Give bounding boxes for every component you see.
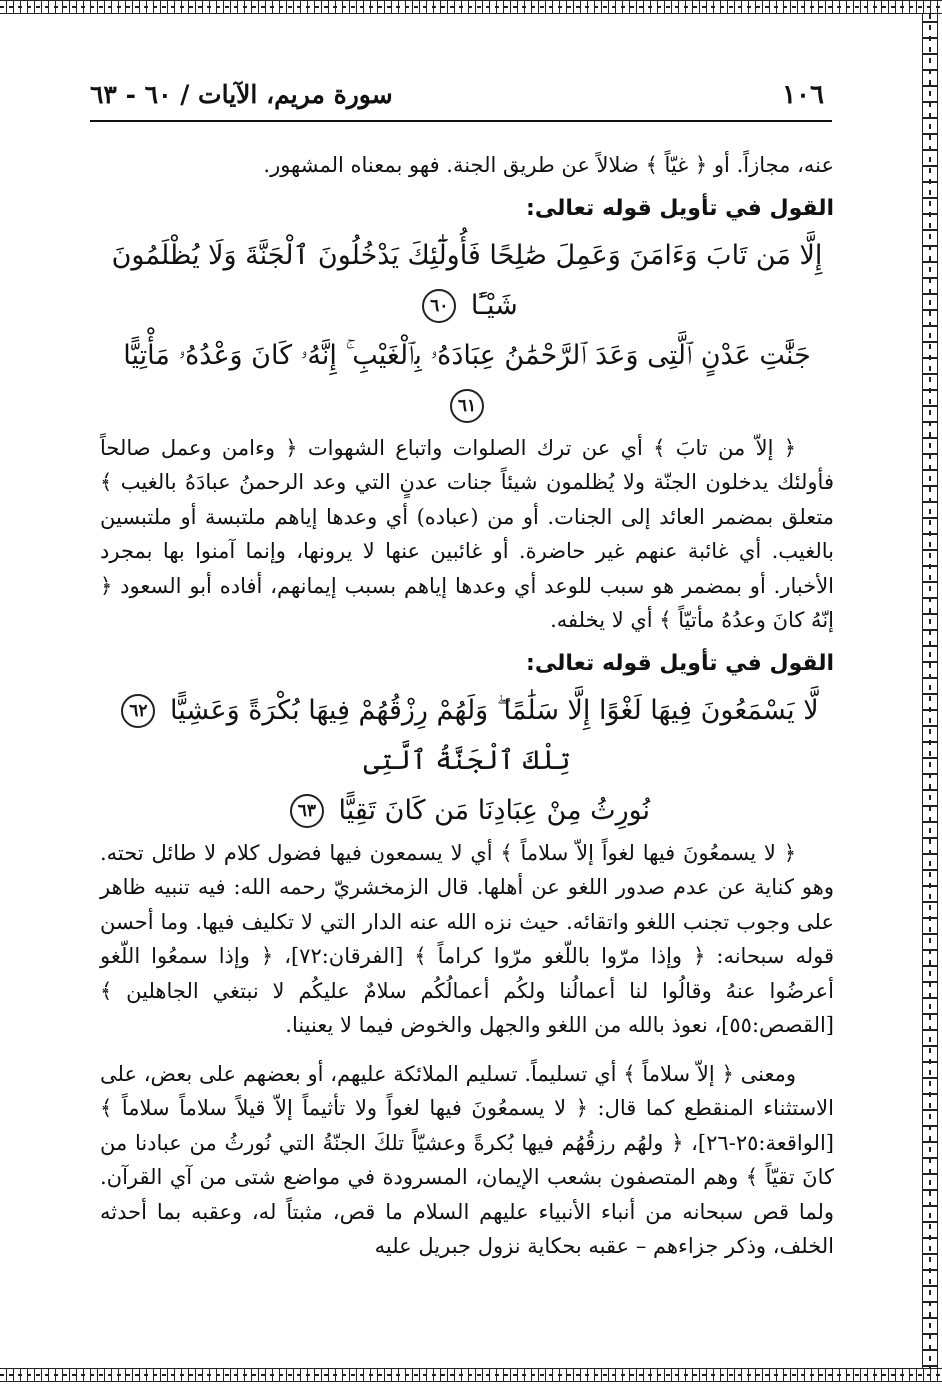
section-heading: القول في تأويل قوله تعالى:	[526, 650, 834, 676]
top-ornamental-border	[0, 0, 942, 14]
verse-text: لَّا يَسْمَعُونَ فِيهَا لَغْوًا إِلَّا سَلَٰمًا ۖ وَلَهُمْ رِزْقُهُمْ فِيهَا بُكْرَةً وَعَشِيًّا	[170, 694, 819, 726]
page-number: ١٠٦	[782, 80, 824, 110]
verse-number: ٦٢	[121, 694, 155, 728]
verse-text: إِلَّا مَن تَابَ وَءَامَنَ وَعَمِلَ صَٰلِحًا فَأُولَٰٓئِكَ يَدْخُلُونَ ٱلْجَنَّةَ وَلَا يُظْلَمُونَ شَيْـًٔا	[111, 239, 823, 321]
section-heading: القول في تأويل قوله تعالى:	[526, 195, 834, 221]
paragraph-continuation: عنه، مجازاً. أو ﴿ غيّاً ﴾ ضلالاً عن طريق الجنة. فهو بمعناه المشهور.	[263, 153, 834, 177]
verse-line	[110, 331, 824, 431]
bottom-ornamental-border	[0, 1368, 942, 1382]
running-title: سورة مريم، الآيات / ٦٠ - ٦٣	[90, 80, 393, 109]
verse-number: ٦٠	[422, 289, 456, 323]
verse-block-62-63	[110, 686, 824, 836]
verse-text: نُورِثُ مِنْ عِبَادِنَا مَن كَانَ تَقِيًّا	[338, 794, 651, 826]
verse-text: تِلْكَ ٱلْجَنَّةُ ٱلَّتِى	[363, 744, 571, 776]
verse-line	[110, 231, 824, 331]
commentary-paragraph: ﴿ لا يسمعُونَ فيها لغواً إلاّ سلاماً ﴾ أي لا يسمعون فيها فضول كلام لا طائل تحته. وهو كناية عن عدم صدور اللغو عن أهلها. قال الزمخشريّ رحمه الله: فيه تنبيه ظاهر على وجوب تجنب اللغو واتقائه. حيث نزه الله عنه الدار التي لا تكليف فيها. وما أحسن قوله سبحانه: ﴿ وإذا مرّوا باللّغو مرّوا كراماً ﴾ [الفرقان:٧٢]، ﴿ وإذا سمعُوا اللّغو أعرضُوا عنهُ وقالُوا لنا أعمالُنا ولكُم أعمالُكُم سلامٌ عليكُم لا نبتغي الجاهلين ﴾ [القصص:٥٥]، نعوذ بالله من اللغو والجهل والخوض فيما لا يعنينا.	[100, 840, 834, 1037]
verse-line	[110, 786, 824, 836]
page-header	[90, 70, 832, 122]
commentary-paragraph: ومعنى ﴿ إلاّ سلاماً ﴾ أي تسليماً. تسليم الملائكة عليهم، أو بعضهم على بعض، على الاستثناء المنقطع كما قال: ﴿ لا يسمعُونَ فيها لغواً ولا تأثيماً إلاّ قيلاً سلاماً سلاماً ﴾ [الواقعة:٢٥-٢٦]، ﴿ ولهُم رزقُهُم فيها بُكرةً وعشيّاً تلكَ الجنّةُ التي نُورثُ من عبادنا من كانَ تقيّاً ﴾ وهم المتصفون بشعب الإيمان، المسرودة في مواضع شتى من آي القرآن. ولما قص سبحانه من أنباء الأنبياء عليهم السلام ما قص، مثبتاً له، وعقبه بما أحدثه الخلف، وذكر جزاءهم – عقبه بحكاية نزول جبريل عليه	[100, 1061, 834, 1258]
commentary-paragraph: ﴿ إلاّ من تابَ ﴾ أي عن ترك الصلوات واتباع الشهوات ﴿ وءامن وعمل صالحاً فأولئك يدخلون الجنّة ولا يُظلمون شيئاً جنات عدنٍ التي وعد الرحمنُ عبادَهُ بالغيب ﴾ متعلق بمضمر العائد إلى الجنات. أو من (عباده) أي وعدها إياهم ملتبسة أو ملتبسين بالغيب. أي غائبة عنهم غير حاضرة. أو غائبين عنها لا يرونها، وإنما آمنوا بها بمجرد الأخبار. أو بمضمر هو سبب للوعد أي وعدها إياهم بسبب إيمانهم، أفاده أبو السعود ﴿ إنّهُ كانَ وعدُهُ مأتيّاً ﴾ أي لا يخلفه.	[100, 435, 834, 632]
verse-number: ٦٣	[290, 794, 324, 828]
verse-line	[110, 686, 824, 786]
page-body	[100, 148, 834, 1264]
verse-text: جَنَّٰتِ عَدْنٍ ٱلَّتِى وَعَدَ ٱلرَّحْمَٰنُ عِبَادَهُۥ بِٱلْغَيْبِ ۚ إِنَّهُۥ كَانَ وَعْدُهُۥ مَأْتِيًّا	[123, 339, 811, 371]
verse-number: ٦١	[450, 389, 484, 423]
verse-block-60-61	[110, 231, 824, 431]
right-ornamental-border	[922, 14, 938, 1368]
